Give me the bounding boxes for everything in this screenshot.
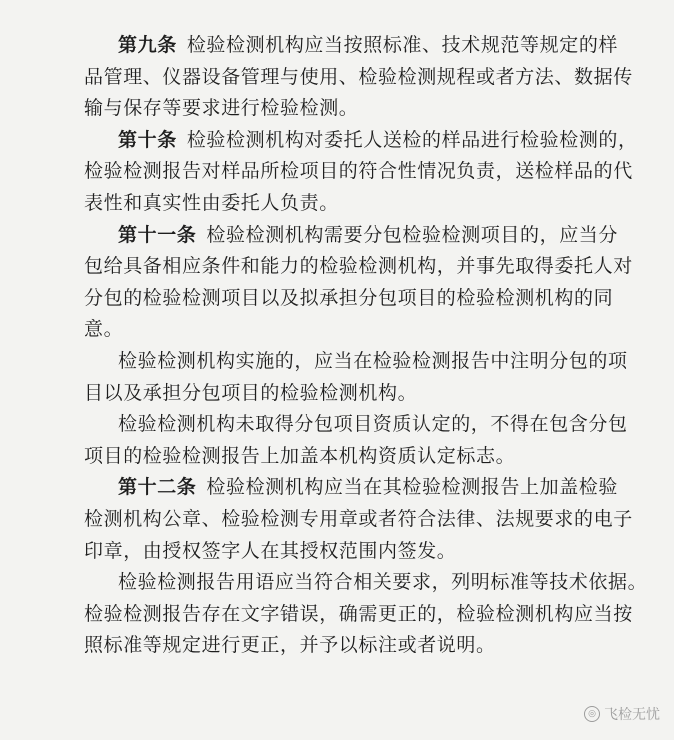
article-text: 检验检测机构对委托人送检的样品进行检验检测的， <box>186 128 638 151</box>
paragraph-4 <box>84 346 628 409</box>
paragraph-line: 项目的检验检测报告上加盖本机构资质认定标志。 <box>84 444 516 467</box>
article-text: 检验检测机构需要分包检验检测项目的，应当分 <box>206 223 619 246</box>
paragraph-line: 目以及承担分包项目的检验检测机构。 <box>84 381 418 404</box>
paragraph-line: 检验检测机构实施的，应当在检验检测报告中注明分包的项 <box>118 349 628 372</box>
paragraph-line: 照标准等规定进行更正，并予以标注或者说明。 <box>84 634 496 657</box>
article-line: 检验检测报告对样品所检项目的符合性情况负责，送检样品的代 <box>84 160 633 183</box>
article-title: 第十一条 <box>118 223 197 246</box>
article-text: 检验检测机构应当在其检验检测报告上加盖检验 <box>206 476 619 499</box>
article-line <box>84 472 622 504</box>
article-line <box>84 220 622 252</box>
watermark-logo-icon: ◎ <box>584 706 600 722</box>
article-line: 输与保存等要求进行检验检测。 <box>84 97 359 120</box>
article-line: 分包的检验检测项目以及拟承担分包项目的检验检测机构的同 <box>84 286 614 309</box>
paragraph-line: 检验检测机构未取得分包项目资质认定的，不得在包含分包 <box>118 413 628 436</box>
article-1 <box>84 30 633 125</box>
article-line: 意。 <box>84 318 124 341</box>
article-line: 表性和真实性由委托人负责。 <box>84 191 339 214</box>
paragraph-line: 检验检测报告存在文字错误，确需更正的，检验检测机构应当按 <box>84 602 633 625</box>
article-line: 印章，由授权签字人在其授权范围内签发。 <box>84 539 457 562</box>
article-title: 第十条 <box>118 128 177 151</box>
watermark-text: 飞检无忧 <box>604 707 660 723</box>
article-2 <box>84 125 638 220</box>
article-line: 检测机构公章、检验检测专用章或者符合法律、法规要求的电子 <box>84 507 633 530</box>
article-3 <box>84 220 633 346</box>
paragraph-7 <box>84 567 648 662</box>
article-line <box>84 125 638 157</box>
article-text: 检验检测机构应当按照标准、技术规范等规定的样 <box>186 34 619 56</box>
article-line <box>84 30 622 62</box>
article-6 <box>84 472 633 567</box>
article-line: 品管理、仪器设备管理与使用、检验检测规程或者方法、数据传 <box>84 65 633 88</box>
paragraph-5 <box>84 409 628 472</box>
paragraph-line: 检验检测报告用语应当符合相关要求，列明标准等技术依据。 <box>118 571 648 594</box>
article-line: 包给具备相应条件和能力的检验检测机构，并事先取得委托人对 <box>84 255 633 278</box>
article-title: 第十二条 <box>118 476 197 499</box>
article-title: 第九条 <box>118 34 177 56</box>
watermark <box>584 704 660 724</box>
